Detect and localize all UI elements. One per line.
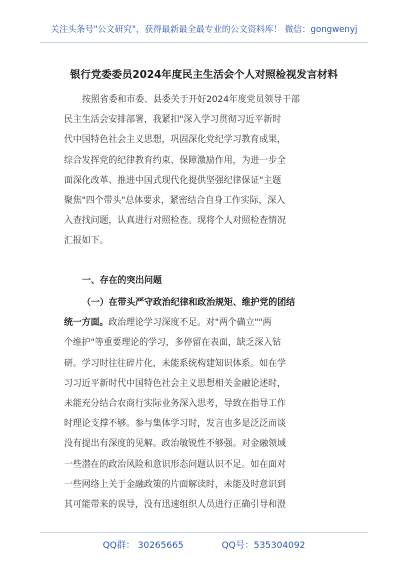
intro-line: 代中国特色社会主义思想，巩固深化党纪学习教育成果，	[64, 135, 286, 146]
intro-line: 民主生活会安排部署，我紧扣"深入学习贯彻习近平新时	[64, 115, 282, 126]
paragraph-line: 一些潜在的政治风险和意识形态问题认识不足。如在面对	[64, 459, 286, 470]
intro-line: 面深化改革、推进中国式现代化提供坚强纪律保证"主题	[64, 175, 282, 186]
intro-line: 综合发挥党的纪律教育约束、保障激励作用，为进一步全	[64, 155, 286, 166]
intro-line: 按照省委和市委、县委关于开好2024年度党员领导干部	[82, 95, 300, 105]
paragraph-line: 没有提出有深度的见解。政治敏锐性不够强。对金融领域	[64, 439, 286, 450]
paragraph-line: 一些网络上关于金融政策的片面解读时，未能及时意识到	[64, 479, 286, 490]
paragraph-line: 其可能带来的误导，没有迅速组织人员进行正确引导和澄	[64, 499, 286, 510]
intro-paragraph	[64, 90, 360, 252]
header-divider	[40, 42, 368, 43]
paragraph-line	[64, 313, 360, 333]
paragraph-line-text: 政治理论学习深度不足。对"两个确立""两	[108, 318, 272, 329]
subsection-heading-line: （一）在带头严守政治纪律和政治规矩、维护党的团结	[82, 298, 295, 308]
problem-paragraph	[64, 293, 360, 515]
paragraph-line: 研。学习时往往碎片化，未能系统构建知识体系。如在学	[64, 358, 286, 369]
footer-divider	[40, 532, 368, 533]
footer-qq-group: QQ群： 30265665	[102, 541, 184, 551]
subsection-heading-end: 统一方面。	[64, 318, 109, 329]
intro-line: 汇报如下。	[64, 236, 109, 247]
paragraph-line: 未能充分结合农商行实际业务深入思考，导致在指导工作	[64, 398, 286, 409]
paragraph-line: 时理论支撑不够。参与集体学习时，发言也多是泛泛而谈	[64, 419, 286, 430]
footer-qq-number: QQ号：535304092	[221, 541, 306, 551]
paragraph-line: 个维护"等重要理论的学习，多停留在表面，缺乏深入钻	[64, 338, 282, 349]
header-promo-note: 关注头条号"公文研究"，获得最新最全最专业的公文资料库！ 微信：gongwenyj	[50, 25, 358, 35]
document-title: 银行党委委员2024年度民主生活会个人对照检视发言材料	[70, 69, 338, 81]
paragraph-line: 习习近平新时代中国特色社会主义思想相关金融论述时，	[64, 378, 286, 389]
section-heading: 一、存在的突出问题	[82, 276, 162, 286]
intro-line: 聚焦"四个带头"总体要求，紧密结合自身工作实际，深入	[64, 195, 286, 206]
intro-line: 入查找问题，认真进行对照检查。现将个人对照检查情况	[64, 216, 286, 227]
footer-contact	[0, 538, 408, 551]
section-heading-block	[64, 271, 360, 291]
